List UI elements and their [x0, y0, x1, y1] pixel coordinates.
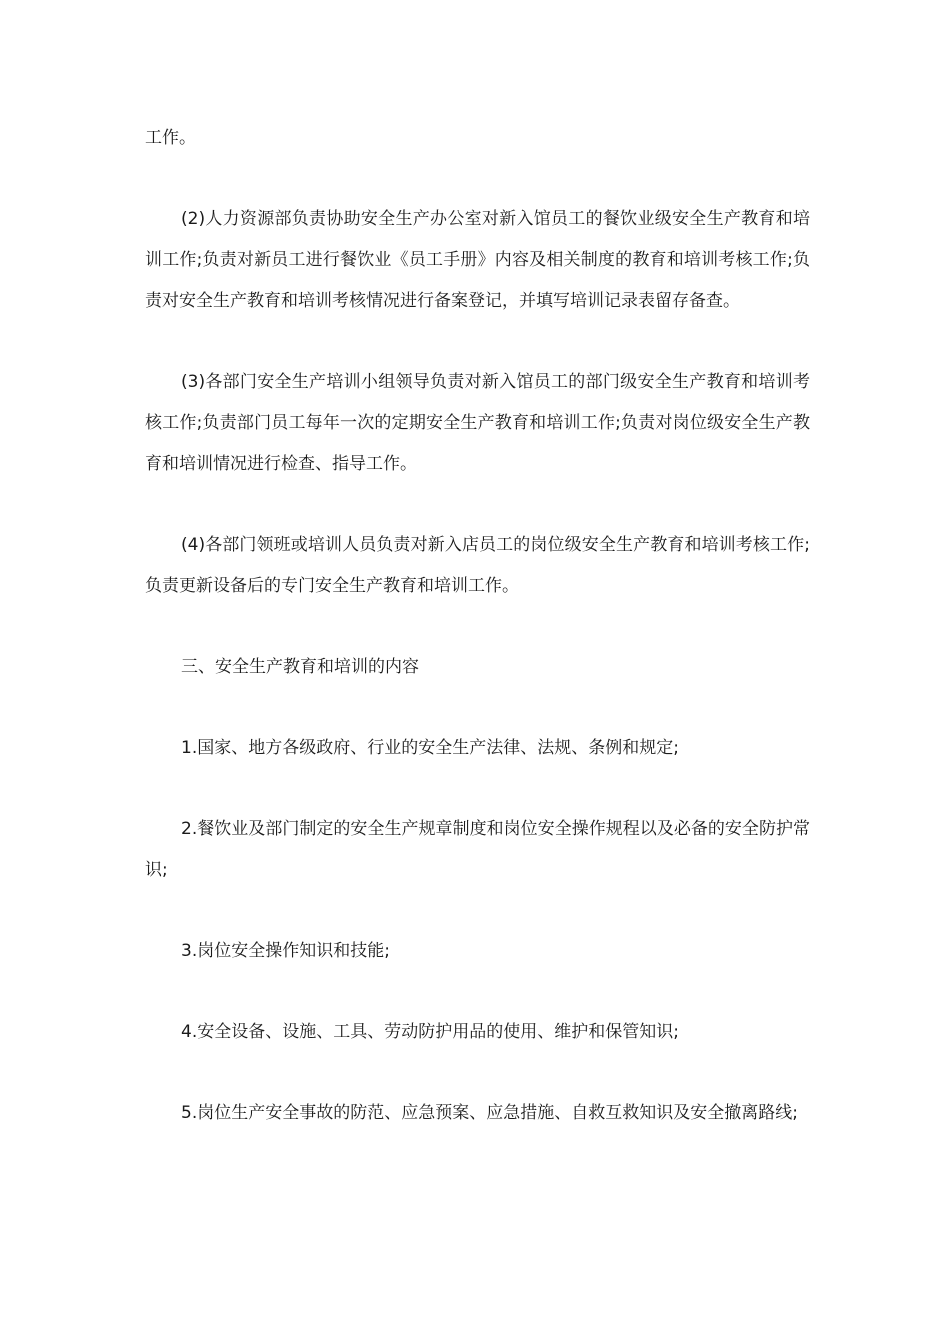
paragraph-item-3: (3)各部门安全生产培训小组领导负责对新入馆员工的部门级安全生产教育和培训考核工作;负责部门员工每年一次的定期安全生产教育和培训工作;负责对岗位级安全生产教育和培训情况进行检查、指导工作。	[145, 372, 810, 474]
list-item-5: 5.岗位生产安全事故的防范、应急预案、应急措施、自救互救知识及安全撤离路线;	[181, 1103, 798, 1123]
list-item-3: 3.岗位安全操作知识和技能;	[181, 941, 390, 961]
section-heading-content: 三、安全生产教育和培训的内容	[181, 657, 419, 677]
list-item-1: 1.国家、地方各级政府、行业的安全生产法律、法规、条例和规定;	[181, 738, 679, 758]
list-item-2: 2.餐饮业及部门制定的安全生产规章制度和岗位安全操作规程以及必备的安全防护常识;	[145, 819, 810, 880]
document-body	[145, 118, 810, 1174]
list-item-4: 4.安全设备、设施、工具、劳动防护用品的使用、维护和保管知识;	[181, 1022, 679, 1042]
paragraph-item-2: (2)人力资源部负责协助安全生产办公室对新入馆员工的餐饮业级安全生产教育和培训工作;负责对新员工进行餐饮业《员工手册》内容及相关制度的教育和培训考核工作;负责对安全生产教育和培训考核情况进行备案登记，并填写培训记录表留存备查。	[145, 209, 810, 311]
paragraph-item-4: (4)各部门领班或培训人员负责对新入店员工的岗位级安全生产教育和培训考核工作;负责更新设备后的专门安全生产教育和培训工作。	[145, 535, 810, 596]
paragraph-continuation: 工作。	[145, 128, 196, 148]
